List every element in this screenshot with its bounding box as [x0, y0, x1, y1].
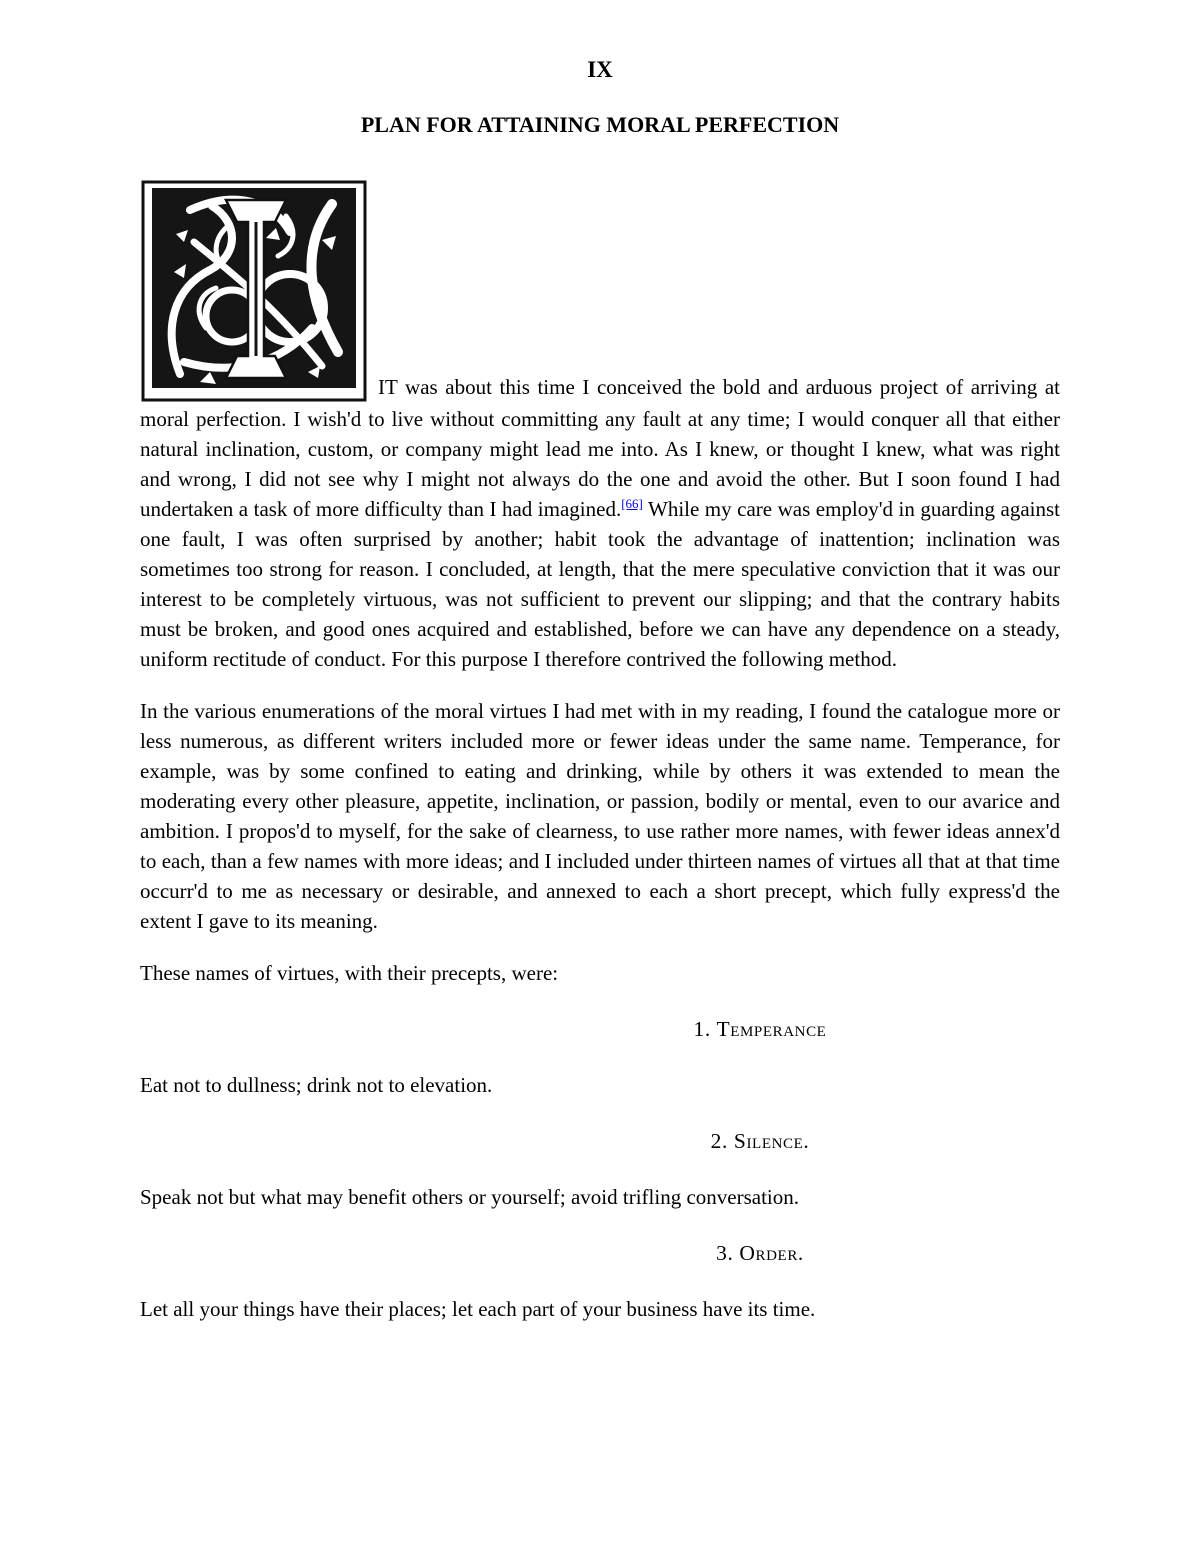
- paragraph-1: [140, 176, 1060, 674]
- book-page: [140, 0, 1060, 1546]
- virtue-precept-order: Let all your things have their places; let each part of your business have its time.: [140, 1297, 816, 1321]
- chapter-number: IX: [587, 57, 613, 82]
- paragraph-2: In the various enumerations of the moral virtues I had met with in my reading, I found the catalogue more or less numerous, as different writers included more or fewer ideas under the same name. Temperance, for example, was by some confined to eating and drinking, while by others it was extended to mean the moderating every other pleasure, appetite, inclination, or passion, bodily or mental, even to our avarice and ambition. I propos'd to myself, for the sake of clearness, to use rather more names, with fewer ideas annex'd to each, than a few names with more ideas; and I included under thirteen names of virtues all that at that time occurr'd to me as necessary or desirable, and annexed to each a short precept, which fully express'd the extent I gave to its meaning.: [140, 699, 1060, 933]
- virtue-heading-silence: 2. Silence.: [710, 1129, 810, 1153]
- page-title: PLAN FOR ATTAINING MORAL PERFECTION: [360, 112, 840, 137]
- virtue-heading-temperance: 1. Temperance: [693, 1017, 827, 1041]
- virtue-precept-temperance: Eat not to dullness; drink not to elevation.: [140, 1073, 493, 1097]
- paragraph-1-text-after-note: While my care was employ'd in guarding against one fault, I was often surprised by another; habit took the advantage of inattention; inclination was sometimes too strong for reason. I concluded, at length, that the mere speculative conviction that it was our interest to be completely virtuous, was not sufficient to prevent our slipping; and that the contrary habits must be broken, and good ones acquired and established, before we can have any dependence on a steady, uniform rectitude of conduct. For this purpose I therefore contrived the following method.: [140, 497, 1060, 671]
- footnote-reference-66: [621, 496, 643, 511]
- paragraph-3-intro: These names of virtues, with their precepts, were:: [140, 961, 559, 985]
- virtue-precept-silence: Speak not but what may benefit others or yourself; avoid trifling conversation.: [140, 1185, 800, 1209]
- ornate-initial-letter-icon: [140, 176, 370, 404]
- virtue-heading-order: 3. Order.: [716, 1241, 804, 1265]
- paragraph-1-text-before-note: IT was about this time I conceived the bold and arduous project of arriving at moral perfection. I wish'd to live without committing any fault at any time; I would conquer all that either natural inclination, custom, or company might lead me into. As I knew, or thought I knew, what was right and wrong, I did not see why I might not always do the one and avoid the other. But I soon found I had undertaken a task of more difficulty than I had imagined.: [140, 375, 1060, 521]
- footnote-link-66[interactable]: [66]: [621, 496, 643, 511]
